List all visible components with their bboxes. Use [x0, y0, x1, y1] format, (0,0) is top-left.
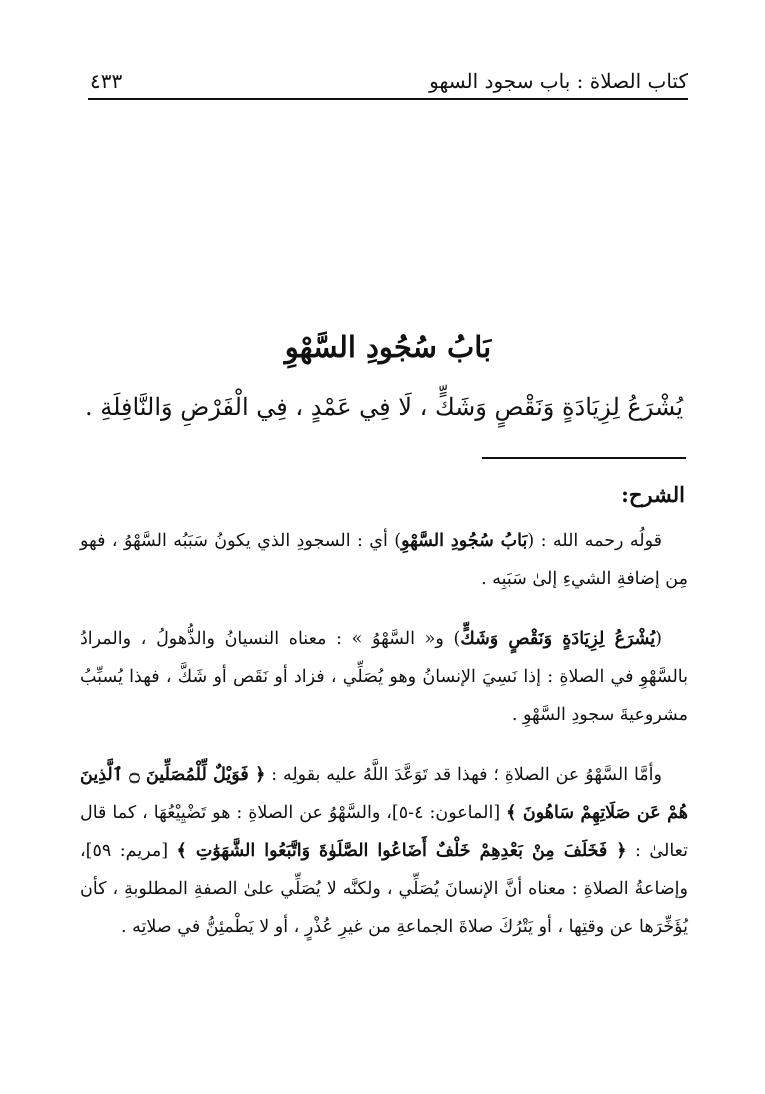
matn-text: يُشْرَعُ لِزِيَادَةٍ وَنَقْصٍ وَشَكٍّ ، لَا فِي عَمْدٍ ، فِي الْفَرْضِ وَالنَّافِلَةِ . [84, 393, 684, 421]
p2-text-1: ( [655, 629, 662, 649]
separator-line [482, 457, 686, 459]
quran-verse-2: ﴿ فَخَلَفَ مِنْ بَعْدِهِمْ خَلْفٌ أَضَاعُوا الصَّلَوٰةَ وَاتَّبَعُوا الشَّهَوَٰتِ ﴾ [176, 841, 627, 861]
quran-verse-1: ﴿ فَوَيْلٌ لِّلْمُصَلِّينَ ۝ ٱلَّذِينَ هُمْ عَن صَلَاتِهِمْ سَاهُونَ ﴾ [80, 765, 689, 823]
sharh-label: الشرح: [621, 482, 685, 507]
commentary-paragraph-3 [80, 756, 688, 946]
p1-text-2: ) أي : السجودِ الذي يكونُ سَبَبُه السَّهْوُ ، فهو مِن إضافةِ الشيءِ إلىٰ سَبَبِه . [80, 531, 688, 589]
p2-text-2: ) و« السَّهْوُ » : معناه النسيانُ والذُّهولُ ، والمرادُ بالسَّهْوِ في الصلاةِ : إذا نَسِيَ الإنسانُ وهو يُصَلِّي ، فزاد أو نَقَص أو شَكَّ ، فهذا يُسبِّبُ مشروعيةَ سجودِ السَّهْوِ . [80, 629, 688, 725]
p3-text-3: [مريم: ٥٩]، وإضاعةُ الصلاةِ : معناه أنَّ الإنسانَ يُصَلِّي ، ولكنَّه لا يُصَلِّي علىٰ الصفةِ المطلوبةِ ، كأن يُؤَخِّرَها عن وقتِها ، أو يَتْرُكَ صلاةَ الجماعةِ من غيرِ عُذْرٍ ، أو لا يَطْمئِنُّ في صلاتِه . [80, 841, 688, 937]
p1-text-1: قولُه رحمه الله : ( [527, 531, 662, 551]
page-number: ٤٣٣ [90, 69, 123, 93]
commentary-paragraph-2 [80, 620, 688, 734]
running-header [88, 66, 688, 100]
p1-quoted-matn: بَابُ سُجُودِ السَّهْوِ [401, 531, 528, 551]
p3-text-2: [الماعون: ٤-٥]، والسَّهْوُ عن الصلاةِ : هو تَضْيِيْعُهَا ، كما قال تعالىٰ : [80, 803, 688, 861]
p3-text-1: وأمَّا السَّهْوُ عن الصلاةِ ؛ فهذا قد تَوَعَّدَ اللَّهُ عليه بقولِه : [265, 765, 662, 785]
chapter-title: بَابُ سُجُودِ السَّهْوِ [284, 330, 492, 364]
p2-quoted-matn: يُشْرَعُ لِزِيَادَةٍ وَنَقْصٍ وَشَكٍّ [460, 629, 656, 649]
commentary-paragraph-1 [80, 522, 688, 598]
running-title: كتاب الصلاة : باب سجود السهو [429, 69, 688, 93]
